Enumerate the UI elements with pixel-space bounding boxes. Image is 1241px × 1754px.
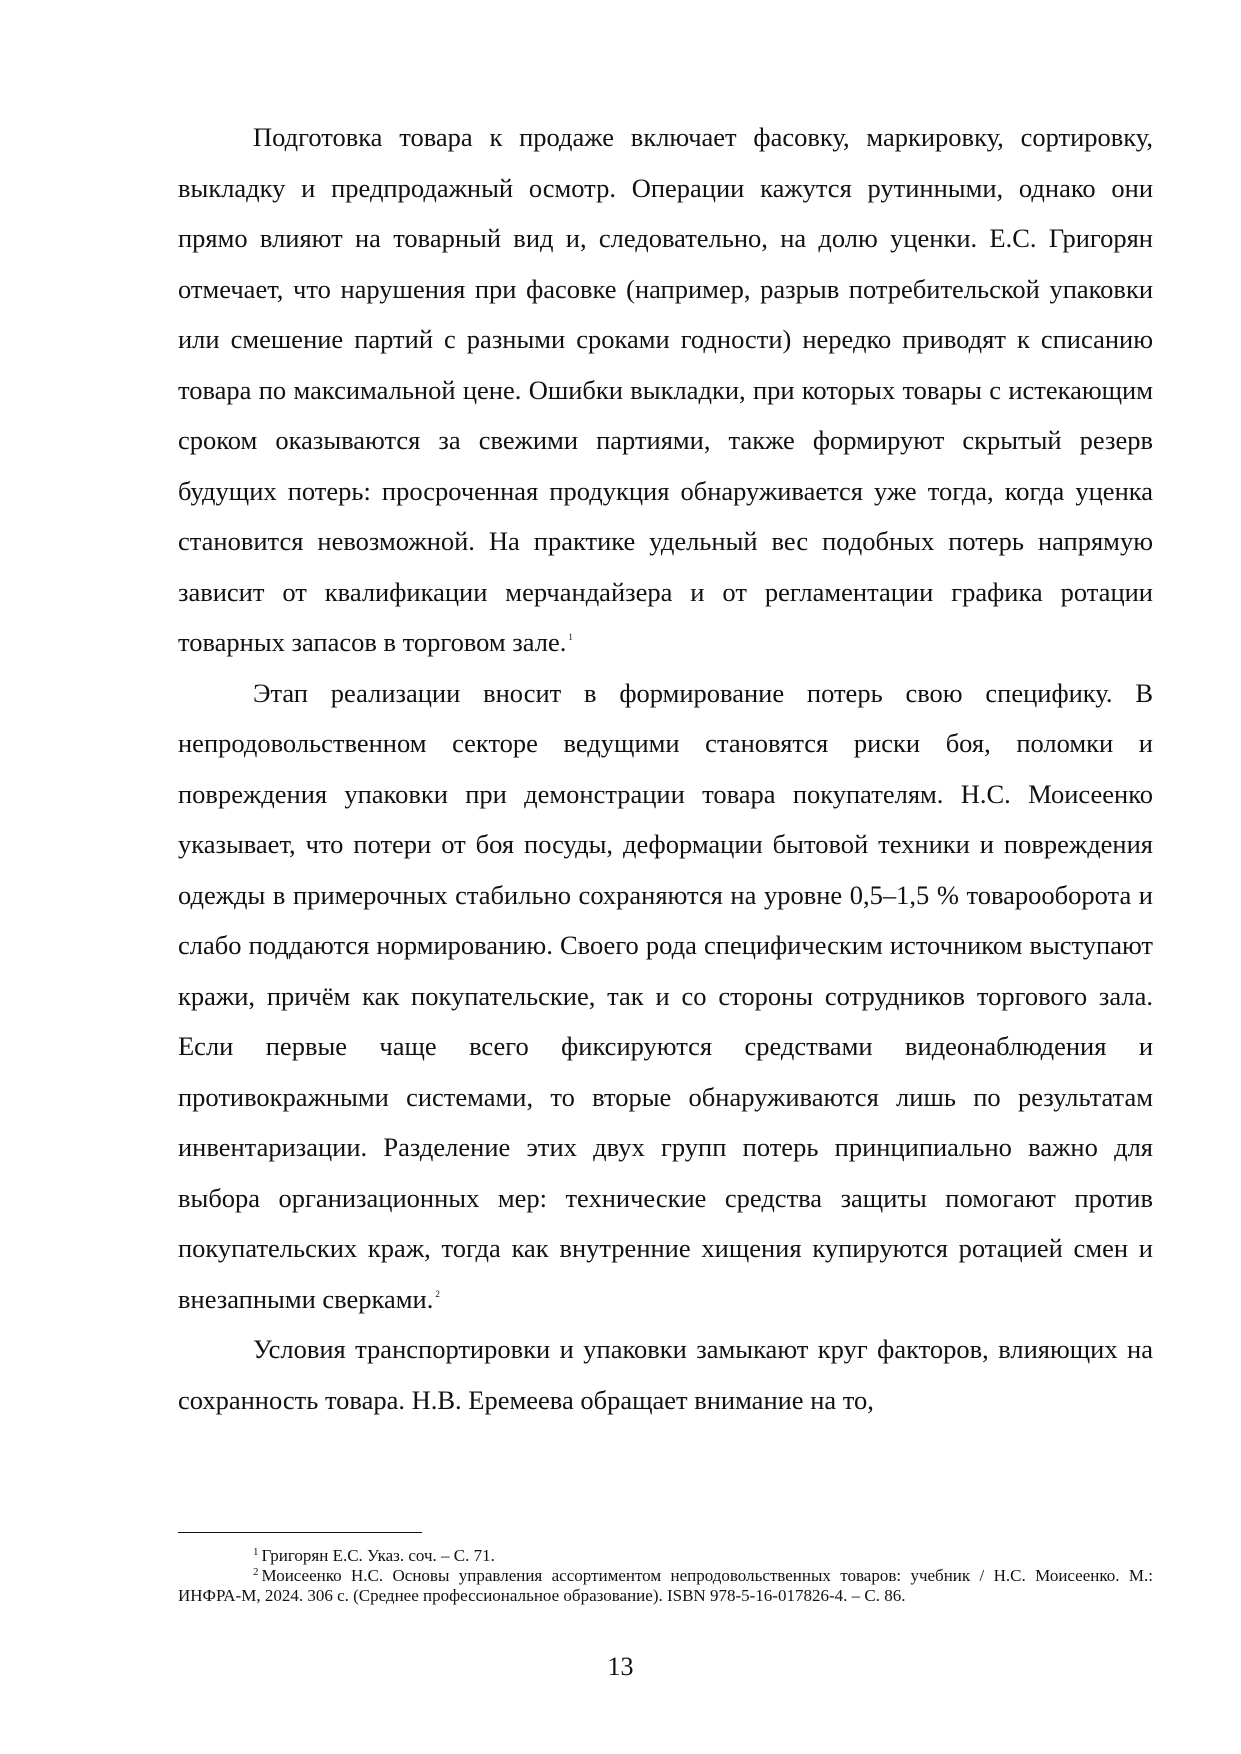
paragraph-text: Условия транспортировки и упаковки замыкают круг факторов, влияющих на сохранность товара. Н.В. Еремеева обращает внимание на то,: [178, 1334, 1153, 1415]
paragraph: [178, 668, 1153, 1325]
footnotes: [178, 1546, 1153, 1606]
page-number: 13: [607, 1652, 634, 1681]
paragraph: [178, 112, 1153, 668]
footnote-text: Григорян Е.С. Указ. соч. – С. 71.: [261, 1546, 495, 1565]
footnote: [178, 1566, 1153, 1606]
footnote-number: 2: [253, 1566, 259, 1578]
footnote-text: Моисеенко Н.С. Основы управления ассортиментом непродовольственных товаров: учебник / Н.С. Моисеенко. М.: ИНФРА-М, 2024. 306 с. (Среднее профессиональное образование). ISBN 978-5-16-017826-4. – С. 86.: [178, 1566, 1153, 1605]
footnote-reference: 1: [568, 632, 573, 642]
footnote-separator: [178, 1532, 422, 1533]
footnote-number: 1: [253, 1546, 259, 1558]
paragraph-text: Этап реализации вносит в формирование потерь свою специфику. В непродовольственном секторе ведущими становятся риски боя, поломки и повреждения упаковки при демонстрации товара покупателям. Н.С. Моисеенко указывает, что потери от боя посуды, деформации бытовой техники и повреждения одежды в примерочных стабильно сохраняются на уровне 0,5–1,5 % товарооборота и слабо поддаются нормированию. Своего рода специфическим источником выступают кражи, причём как покупательские, так и со стороны сотрудников торгового зала. Если первые чаще всего фиксируются средствами видеонаблюдения и противокражными системами, то вторые обнаруживаются лишь по результатам инвентаризации. Разделение этих двух групп потерь принципиально важно для выбора организационных мер: технические средства защиты помогают против покупательских краж, тогда как внутренние хищения купируются ротацией смен и внезапными сверками.: [178, 677, 1153, 1314]
paragraph-text: Подготовка товара к продаже включает фасовку, маркировку, сортировку, выкладку и предпродажный осмотр. Операции кажутся рутинными, однако они прямо влияют на товарный вид и, следовательно, на долю уценки. Е.С. Григорян отмечает, что нарушения при фасовке (например, разрыв потребительской упаковки или смешение партий с разными сроками годности) нередко приводят к списанию товара по максимальной цене. Ошибки выкладки, при которых товары с истекающим сроком оказываются за свежими партиями, также формируют скрытый резерв будущих потерь: просроченная продукция обнаруживается уже тогда, когда уценка становится невозможной. На практике удельный вес подобных потерь напрямую зависит от квалификации мерчандайзера и от регламентации графика ротации товарных запасов в торговом зале.: [178, 122, 1153, 657]
footnote-reference: 2: [435, 1288, 440, 1299]
footnote: [178, 1546, 1153, 1566]
body-text: [178, 112, 1153, 1425]
paragraph: [178, 1324, 1153, 1425]
